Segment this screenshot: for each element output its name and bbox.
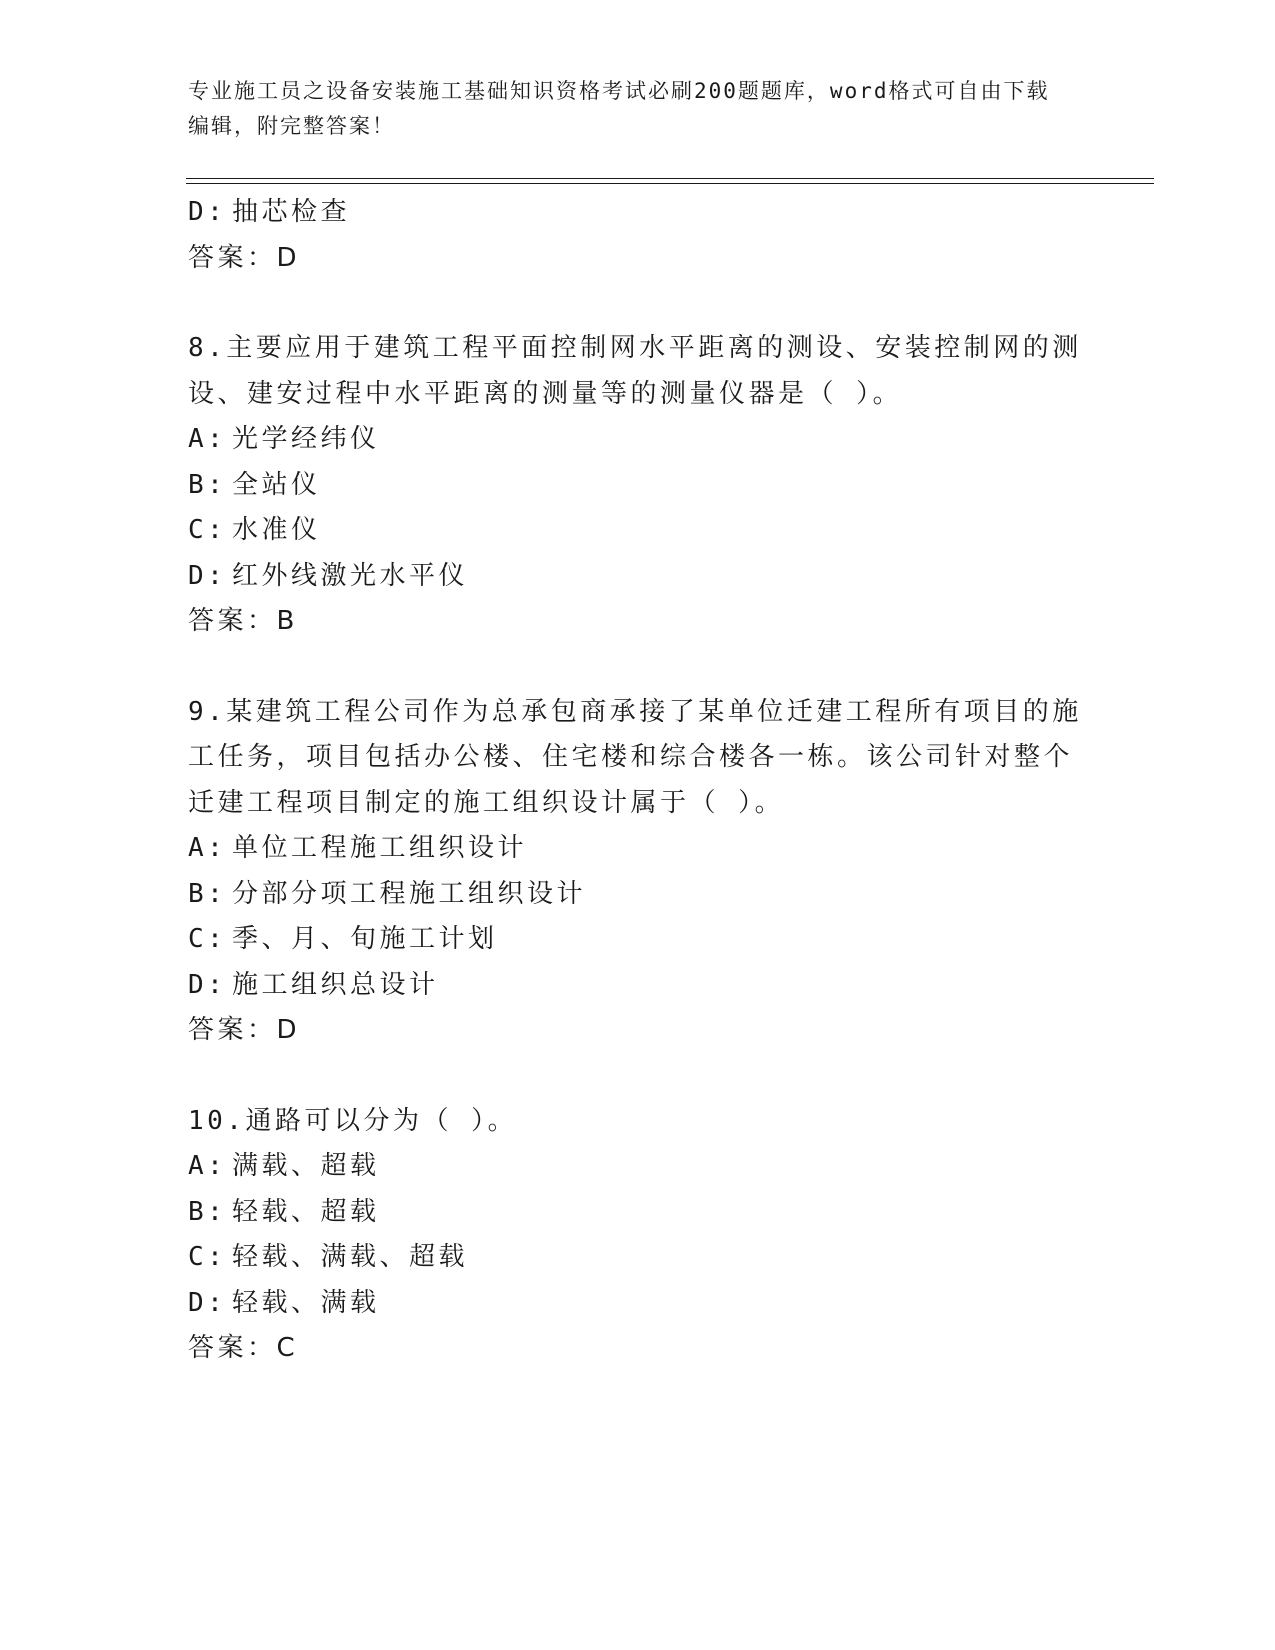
option-letter: A: [188,833,227,863]
option-text: 单位工程施工组织设计 [232,833,528,863]
option-letter: D: [188,1287,227,1318]
question-7-tail [188,190,1068,281]
option-letter: B: [188,469,227,500]
option-letter: B: [188,878,227,909]
page-header [188,74,1068,144]
option-d [188,963,1068,1009]
option-letter: C: [188,924,227,954]
answer-line: 答案：D [188,1015,301,1045]
question-list [188,190,1082,1372]
option-text: 施工组织总设计 [232,969,439,1000]
option-letter: A: [188,1151,227,1181]
answer-line: 答案：B [188,606,298,636]
answer-line: 答案：D [188,242,301,273]
option-b [188,1190,1068,1236]
option-text: 光学经纬仪 [232,424,380,454]
question-stem-line: 10.通路可以分为（ ）。 [188,1105,518,1136]
option-letter: A: [188,424,227,454]
option-letter: C: [188,1242,227,1272]
option-text: 轻载、超载 [232,1196,380,1227]
option-a [188,1144,1068,1190]
option-letter: D: [188,560,227,591]
option-b [188,872,1068,918]
header-divider-top [186,178,1154,179]
option-letter: D: [188,969,227,1000]
question-stem-line: 迁建工程项目制定的施工组织设计属于（ ）。 [188,787,785,818]
question-10 [188,1099,1068,1372]
option-text: 抽芯检查 [232,197,351,227]
option-letter: C: [188,515,227,545]
option-text: 分部分项工程施工组织设计 [232,878,587,909]
option-d [188,190,1068,236]
question-stem-line: 设、建安过程中水平距离的测量等的测量仪器是（ ）。 [188,378,903,409]
option-c [188,508,1068,554]
question-stem-line: 8.主要应用于建筑工程平面控制网水平距离的测设、安装控制网的测 [188,333,1082,363]
answer-line: 答案：C [188,1333,299,1363]
option-a [188,417,1068,463]
option-c [188,1235,1068,1281]
question-stem-line: 9.某建筑工程公司作为总承包商承接了某单位迁建工程所有项目的施 [188,696,1082,727]
option-text: 轻载、满载 [232,1287,380,1318]
option-text: 季、月、旬施工计划 [232,924,498,954]
option-text: 水准仪 [232,515,321,545]
header-divider-bottom [186,183,1154,184]
question-9 [188,690,1082,1054]
question-8 [188,326,1082,645]
option-b [188,463,1068,509]
document-title: 专业施工员之设备安装施工基础知识资格考试必刷200题题库，word格式可自由下载编辑，附完整答案！ [188,79,1050,138]
option-d [188,1281,1068,1327]
option-d [188,554,1068,600]
option-letter: B: [188,1196,227,1227]
option-text: 轻载、满载、超载 [232,1242,469,1272]
option-text: 全站仪 [232,469,321,500]
question-stem-line: 工任务，项目包括办公楼、住宅楼和综合楼各一栋。该公司针对整个 [188,742,1074,772]
option-text: 红外线激光水平仪 [232,560,469,591]
option-c [188,917,1068,963]
option-a [188,826,1068,872]
option-letter: D: [188,197,227,227]
option-text: 满载、超载 [232,1151,380,1181]
